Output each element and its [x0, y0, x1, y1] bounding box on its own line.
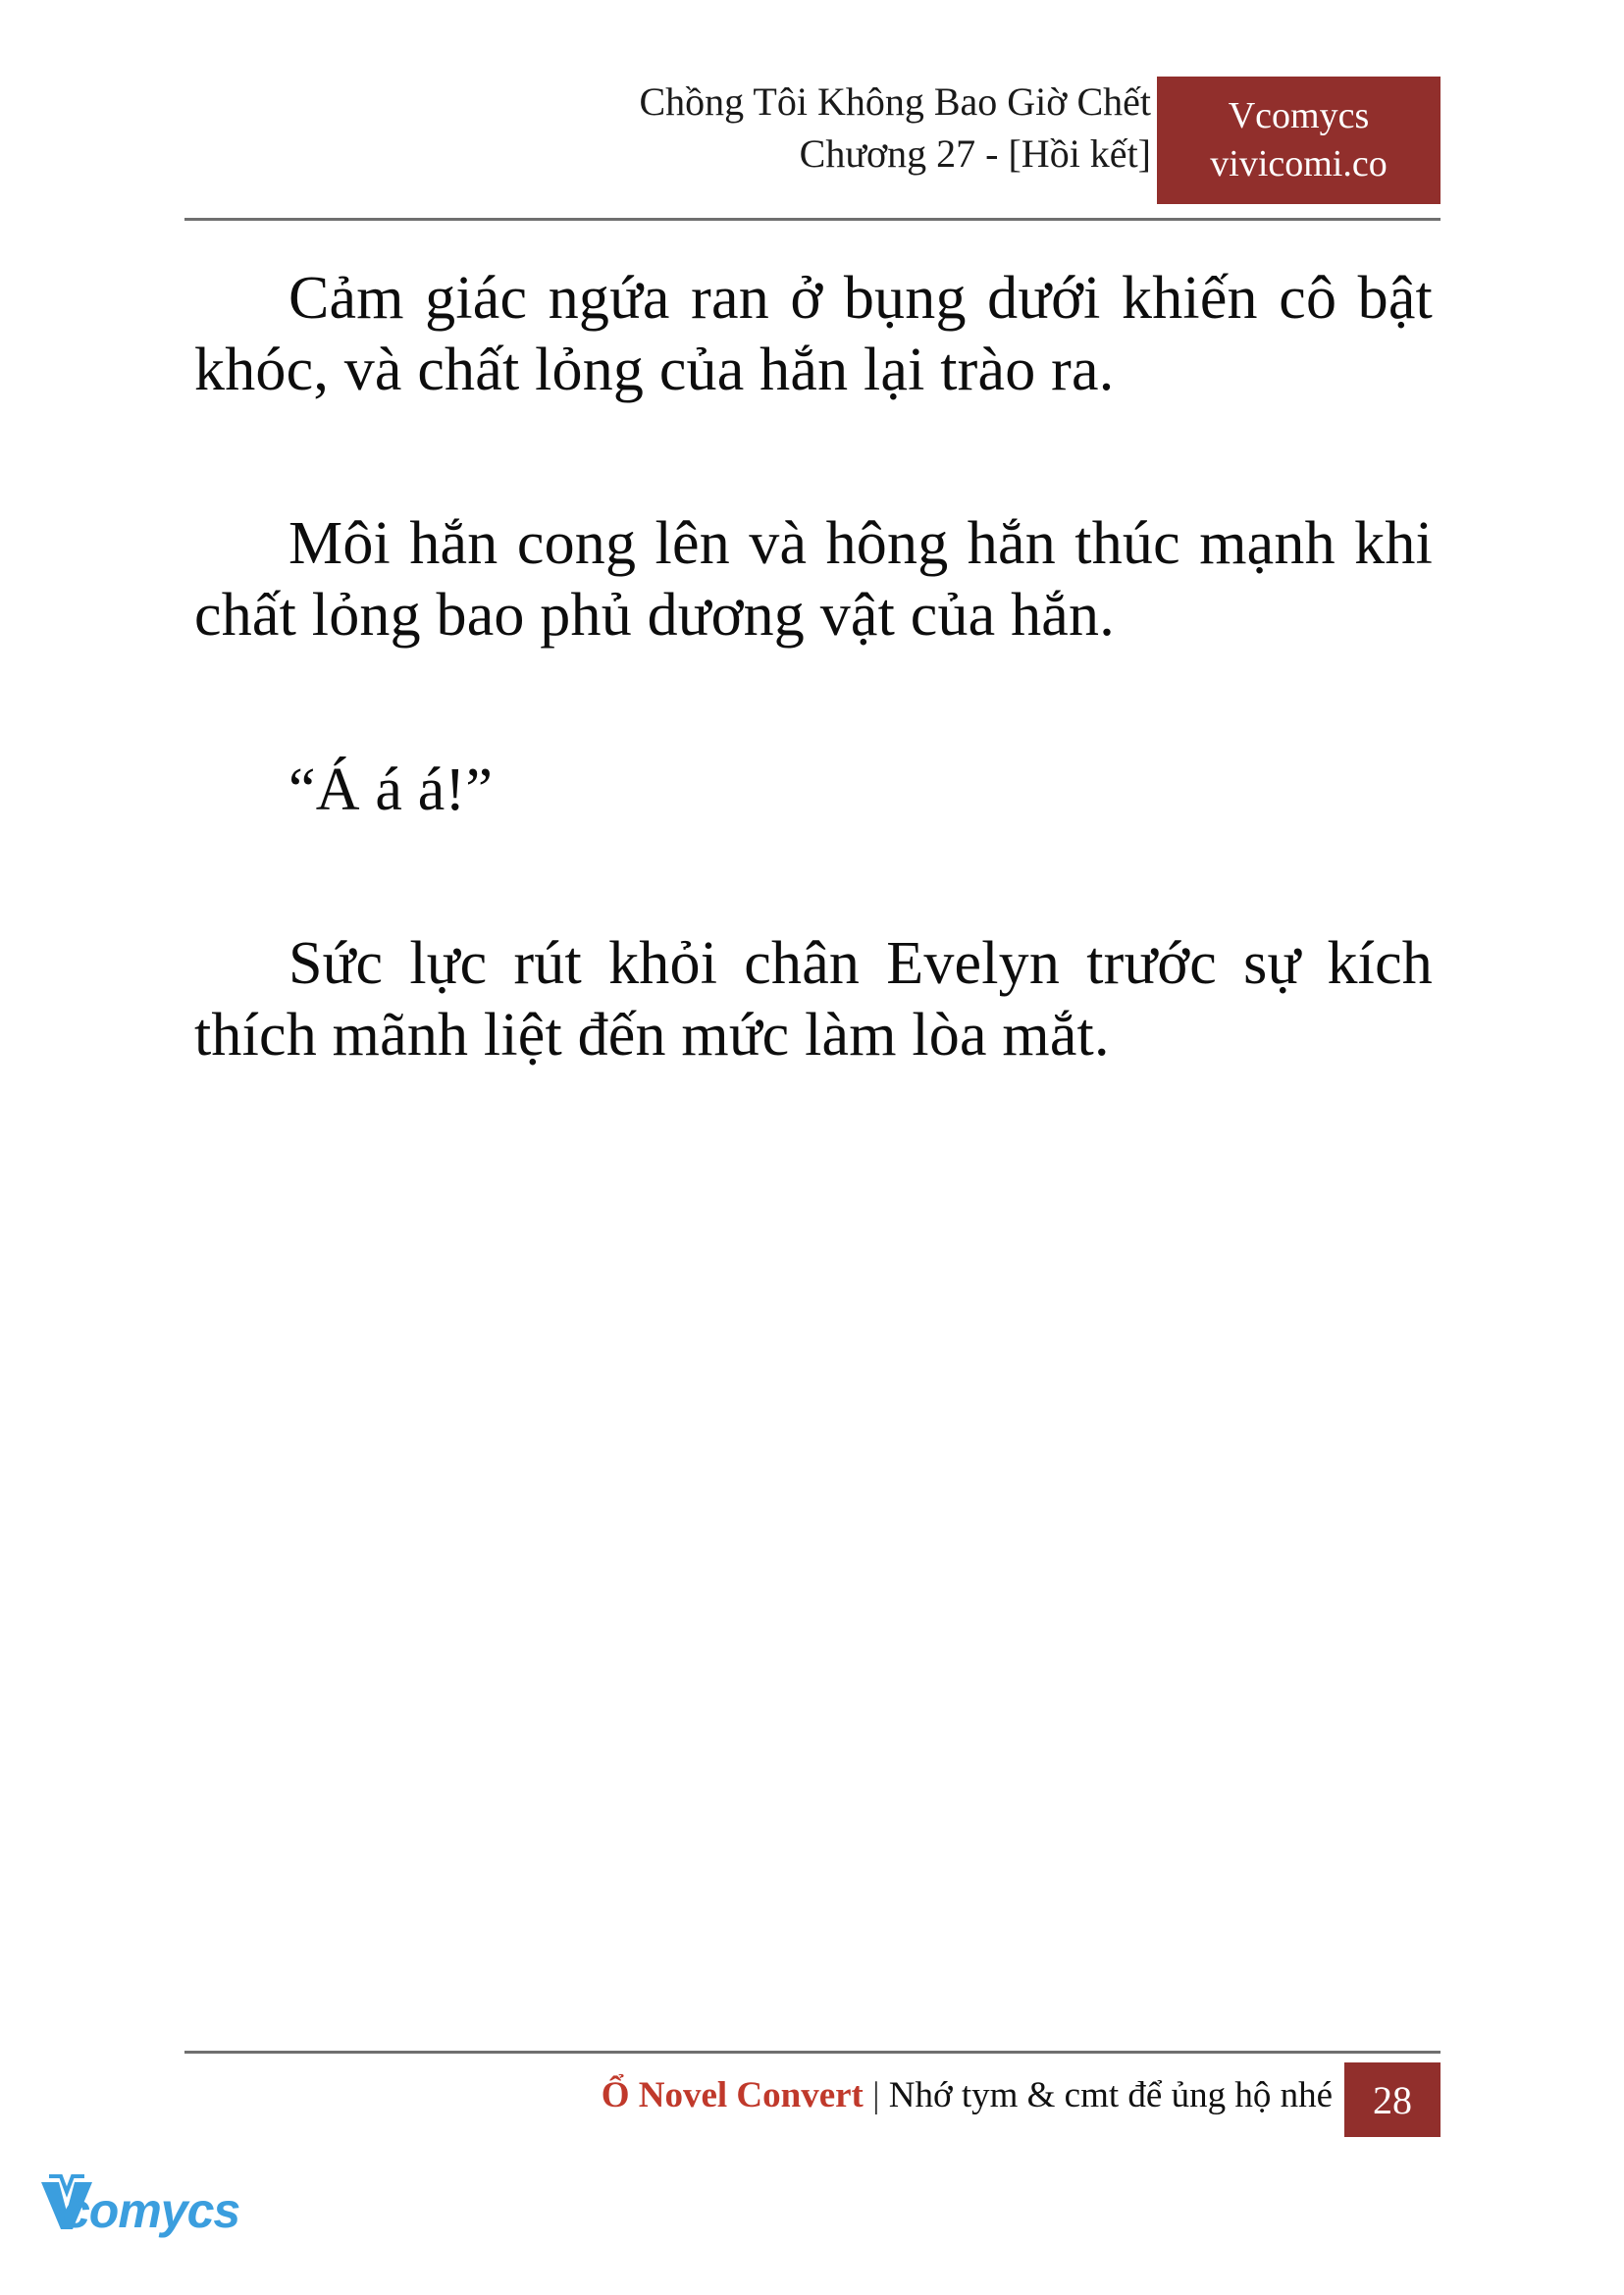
paragraph: Sức lực rút khỏi chân Evelyn trước sự kích thích mãnh liệt đến mức làm lòa mắt. — [194, 929, 1433, 1069]
header-title — [639, 77, 1151, 181]
site-badge — [1157, 77, 1441, 204]
page-footer — [184, 2068, 1441, 2135]
footer-brand: Ổ Novel Convert — [601, 2075, 864, 2115]
paragraph: Cảm giác ngứa ran ở bụng dưới khiến cô bật khóc, và chất lỏng của hắn lại trào ra. — [194, 265, 1433, 404]
page-number-badge: 28 — [1344, 2062, 1441, 2137]
header-title-line-2: Chương 27 - [Hồi kết] — [799, 130, 1151, 176]
footer-separator: | — [872, 2075, 880, 2115]
footer-credit — [602, 2074, 1333, 2116]
watermark-logo — [37, 2168, 263, 2259]
footer-divider — [184, 2051, 1441, 2054]
site-badge-url: vivicomi.co — [1210, 143, 1388, 184]
header-title-line-1: Chồng Tôi Không Bao Giờ Chết — [639, 79, 1151, 124]
site-badge-name: Vcomycs — [1228, 94, 1370, 136]
page-header — [184, 77, 1441, 219]
page-content — [194, 263, 1433, 1071]
watermark-label: comycs — [63, 2183, 240, 2238]
paragraph-dialogue: “Á á á!” — [288, 756, 494, 823]
paragraph: Môi hắn cong lên và hông hắn thúc mạnh khi chất lỏng bao phủ dương vật của hắn. — [194, 510, 1433, 650]
header-divider — [184, 218, 1441, 221]
footer-note: Nhớ tym & cmt để ủng hộ nhé — [888, 2075, 1333, 2115]
